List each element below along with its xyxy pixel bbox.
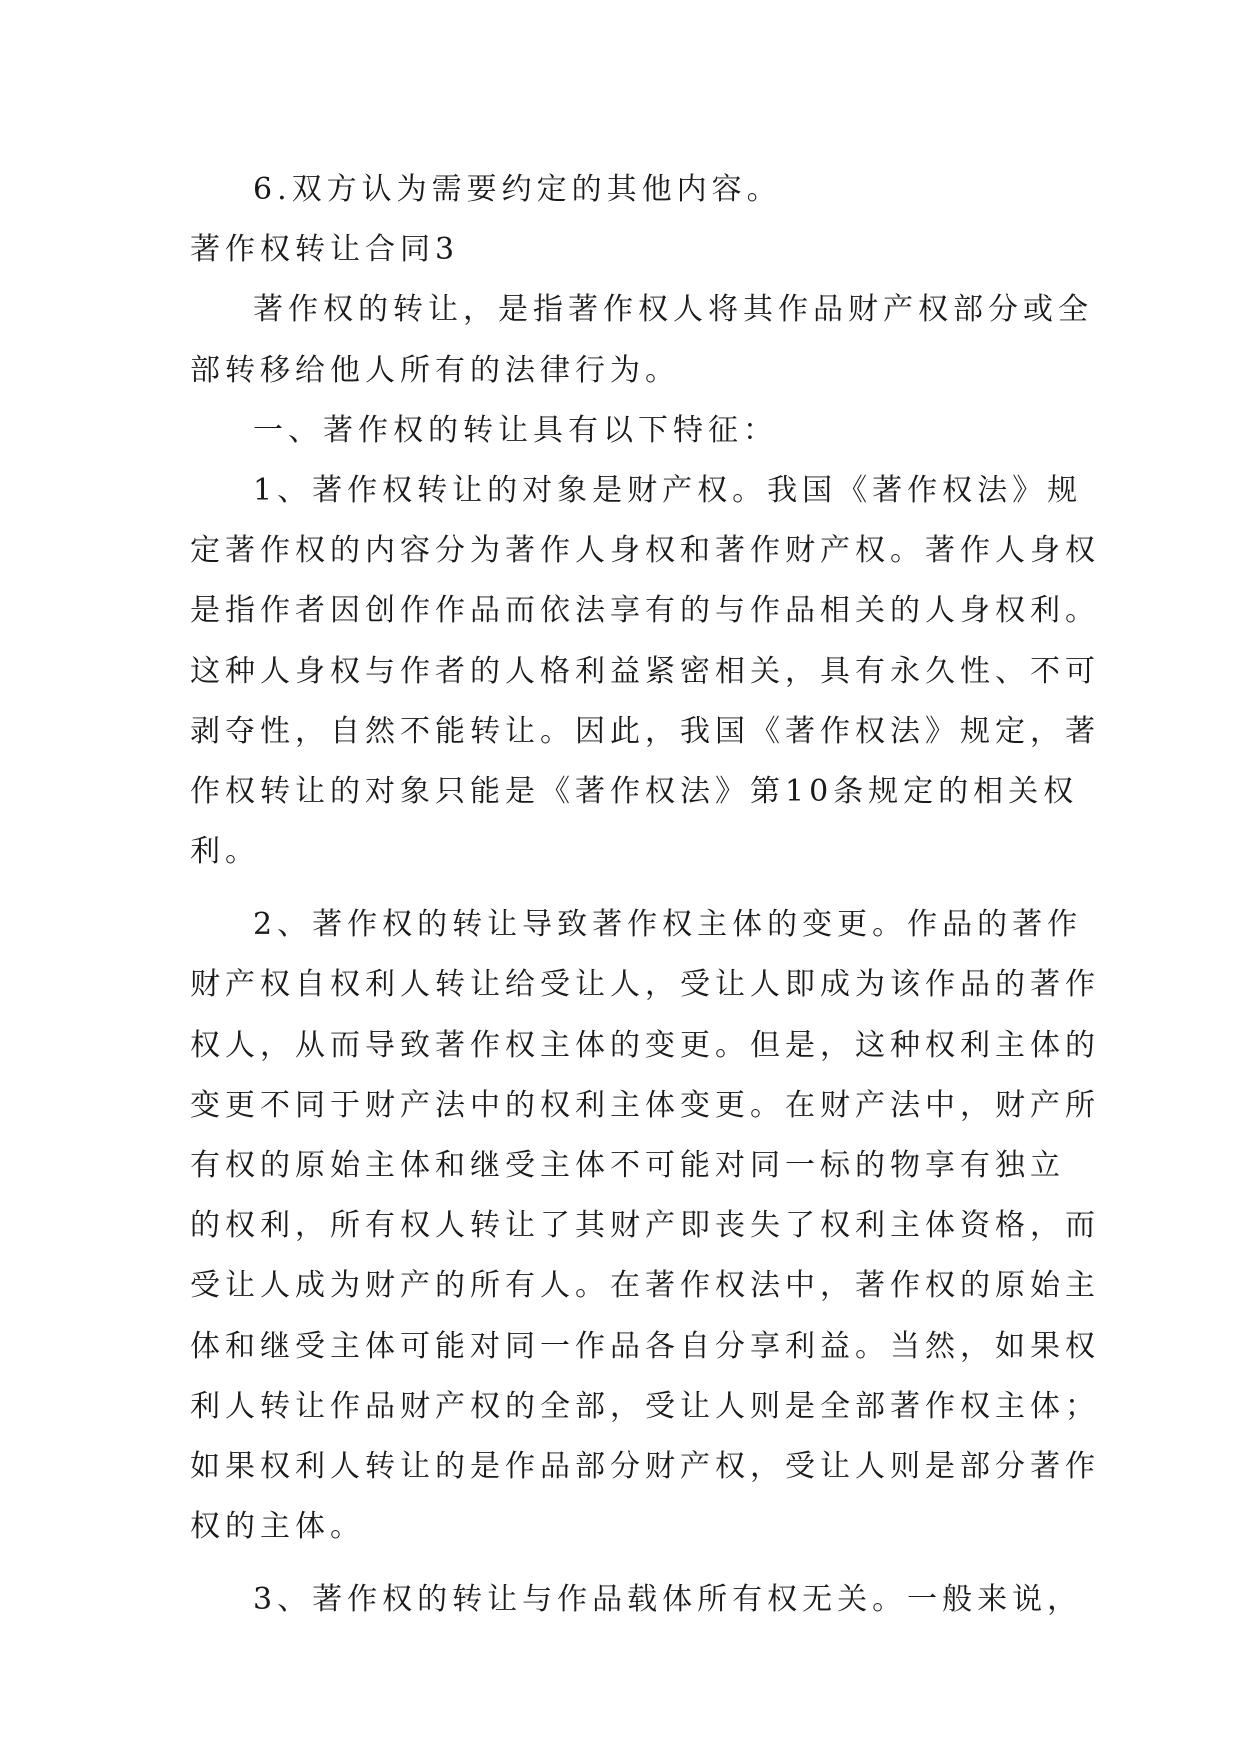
- paragraph-line: 如果权利人转让的是作品部分财产权，受让人则是部分著作: [190, 1448, 1100, 1484]
- contract-item-6: 6.双方认为需要约定的其他内容。: [253, 172, 782, 207]
- paragraph-line: 利人转让作品财产权的全部，受让人则是全部著作权主体；: [190, 1388, 1100, 1424]
- paragraph-line: 的权利，所有权人转让了其财产即丧失了权利主体资格，而: [190, 1208, 1100, 1244]
- paragraph-line: 权人，从而导致著作权主体的变更。但是，这种权利主体的: [190, 1027, 1100, 1063]
- paragraph-line: 1、著作权转让的对象是财产权。我国《著作权法》规: [253, 472, 1083, 508]
- paragraph-line: 是指作者因创作作品而依法享有的与作品相关的人身权利。: [190, 593, 1100, 629]
- feature-2-paragraph: [190, 895, 1100, 1557]
- paragraph-line: 著作权的转让，是指著作权人将其作品财产权部分或全: [253, 292, 1093, 328]
- paragraph-line: 3、著作权的转让与作品载体所有权无关。一般来说，: [253, 1582, 1083, 1618]
- paragraph-line: 受让人成为财产的所有人。在著作权法中，著作权的原始主: [190, 1268, 1100, 1304]
- paragraph-line: 有权的原始主体和继受主体不可能对同一标的物享有独立: [190, 1148, 1065, 1183]
- paragraph-line: 部转移给他人所有的法律行为。: [190, 352, 680, 388]
- feature-1-paragraph: [190, 461, 1100, 882]
- section-heading: 著作权转让合同3: [190, 232, 460, 268]
- paragraph-line: 财产权自权利人转让给受让人，受让人即成为该作品的著作: [190, 967, 1100, 1003]
- paragraph-line: 作权转让的对象只能是《著作权法》第10条规定的相关权: [190, 773, 1079, 809]
- features-title: 一、著作权的转让具有以下特征：: [253, 412, 778, 448]
- paragraph-line: 体和继受主体可能对同一作品各自分享利益。当然，如果权: [190, 1328, 1100, 1364]
- paragraph-line: 利。: [190, 834, 260, 870]
- feature-3-paragraph: [190, 1570, 1083, 1630]
- paragraph-line: 定著作权的内容分为著作人身权和著作财产权。著作人身权: [190, 533, 1100, 569]
- intro-paragraph: [190, 280, 1093, 400]
- document-page: [190, 160, 1100, 1631]
- paragraph-line: 变更不同于财产法中的权利主体变更。在财产法中，财产所: [190, 1087, 1100, 1123]
- paragraph-line: 权的主体。: [190, 1509, 365, 1545]
- paragraph-line: 这种人身权与作者的人格利益紧密相关，具有永久性、不可: [190, 653, 1100, 689]
- paragraph-line: 剥夺性，自然不能转让。因此，我国《著作权法》规定，著: [190, 713, 1100, 749]
- paragraph-line: 2、著作权的转让导致著作权主体的变更。作品的著作: [253, 907, 1083, 943]
